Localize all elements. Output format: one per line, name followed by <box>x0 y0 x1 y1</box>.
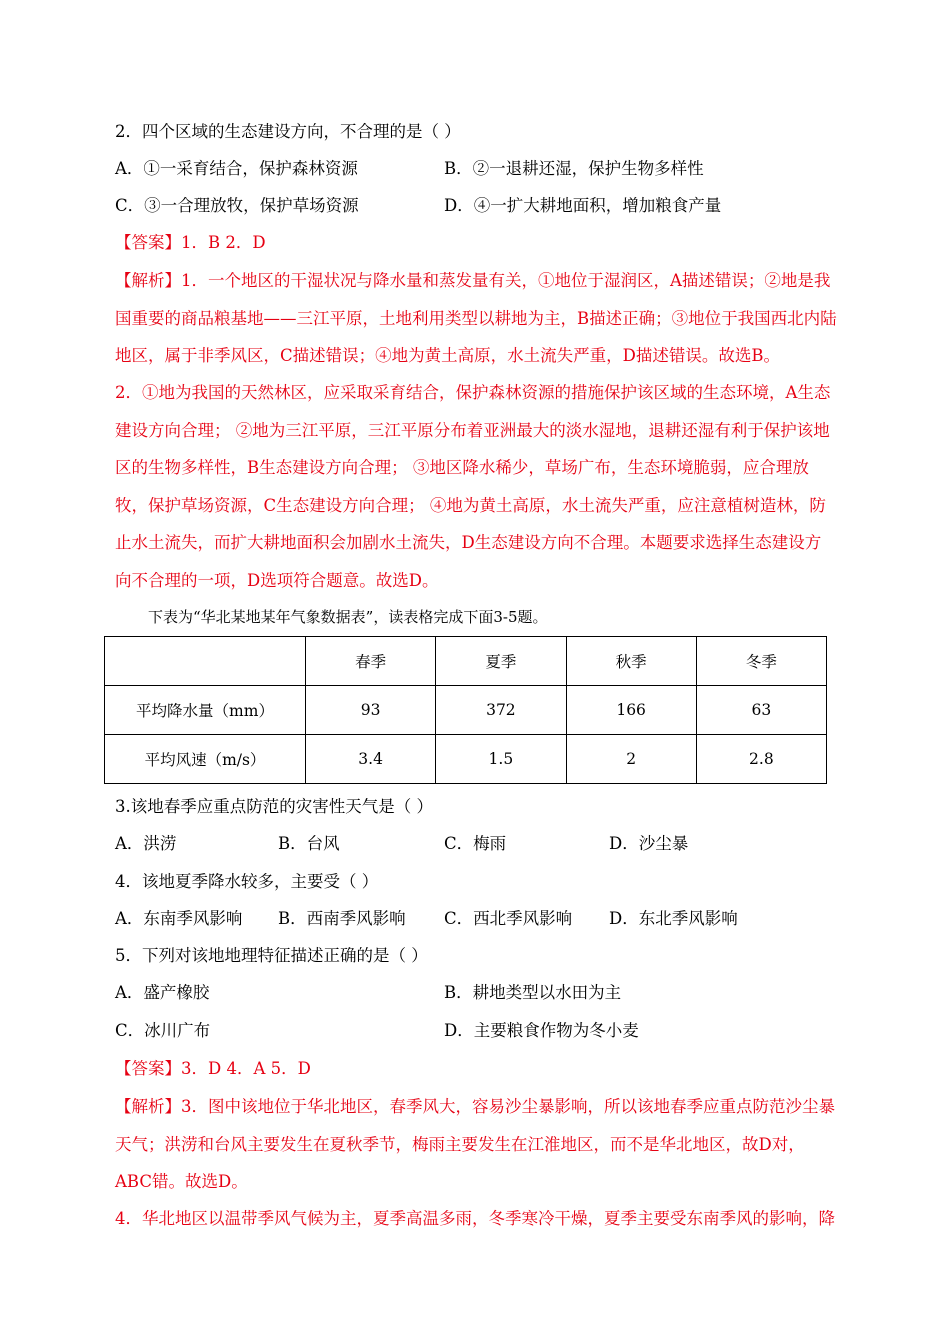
table-cell: 2 <box>566 735 696 784</box>
q3-stem: 3.该地春季应重点防范的灾害性天气是（ ） <box>115 797 433 816</box>
q2-option-a: A．①一采育结合，保护森林资源 <box>115 159 358 178</box>
table-cell: 63 <box>696 686 826 735</box>
analysis-para-2: 2．①地为我国的天然林区，应采取采育结合，保护森林资源的措施保护该区域的生态环境，A生态建设方向合理； ②地为三江平原，三江平原分布着亚洲最大的淡水湿地，退耕还湿有利于保护该地区的生物多样性，B生态建设方向合理； ③地区降水稀少，草场广布，生态环境脆弱，应合理放牧，保护草场资源，C生态建设方向合理； ④地为黄土高原，水土流失严重，应注意植树造林，防止水土流失，而扩大耕地面积会加剧水土流失，D生态建设方向不合理。本题要求选择生态建设方向不合理的一项，D选项符合题意。故选D。 <box>115 383 831 590</box>
analysis-tag: 【解析】 <box>115 271 181 290</box>
q4-option-d: D．东北季风影响 <box>609 909 738 928</box>
analysis-para-3 <box>115 1088 837 1201</box>
q2-option-c: C．③一合理放牧，保护草场资源 <box>115 196 359 215</box>
q3-option-d: D．沙尘暴 <box>609 834 689 853</box>
weather-data-table <box>104 636 827 784</box>
q4-option-b: B．西南季风影响 <box>278 909 406 928</box>
table-cell: 平均风速（m/s） <box>105 735 306 784</box>
q4-option-a: A．东南季风影响 <box>115 909 243 928</box>
answer-tag: 【答案】 <box>115 233 181 252</box>
answer-tag: 【答案】 <box>115 1059 181 1078</box>
table-cell: 1.5 <box>436 735 566 784</box>
q5-option-c: C．冰川广布 <box>115 1021 211 1040</box>
table-cell: 2.8 <box>696 735 826 784</box>
analysis-tag: 【解析】 <box>115 1097 181 1116</box>
table-header-cell: 春季 <box>306 637 436 686</box>
table-cell: 平均降水量（mm） <box>105 686 306 735</box>
table-intro: 下表为“华北某地某年气象数据表”，读表格完成下面3-5题。 <box>148 608 548 626</box>
q5-option-a: A．盛产橡胶 <box>115 983 210 1002</box>
table-header-cell <box>105 637 306 686</box>
table-cell: 93 <box>306 686 436 735</box>
analysis-text-3: 3．图中该地位于华北地区，春季风大，容易沙尘暴影响，所以该地春季应重点防范沙尘暴天气；洪涝和台风主要发生在夏秋季节，梅雨主要发生在江淮地区，而不是华北地区，故D对，ABC错。故选D。 <box>115 1097 835 1191</box>
table-header-cell: 冬季 <box>696 637 826 686</box>
q3-option-a: A．洪涝 <box>115 834 177 853</box>
q5-stem: 5．下列对该地地理特征描述正确的是（ ） <box>115 946 428 965</box>
answer-block-2 <box>115 1058 311 1080</box>
table-header-cell: 夏季 <box>436 637 566 686</box>
table-cell: 166 <box>566 686 696 735</box>
table-cell: 3.4 <box>306 735 436 784</box>
q2-option-b: B．②一退耕还湿，保护生物多样性 <box>444 159 704 178</box>
q5-option-b: B．耕地类型以水田为主 <box>444 983 622 1002</box>
q4-option-c: C．西北季风影响 <box>444 909 573 928</box>
analysis-para-1 <box>115 262 837 375</box>
answer-block-1 <box>115 232 266 254</box>
table-cell: 372 <box>436 686 566 735</box>
answer-text: 1．B 2．D <box>181 233 266 252</box>
answer-text: 3．D 4．A 5．D <box>181 1059 311 1078</box>
analysis-text-1: 1．一个地区的干湿状况与降水量和蒸发量有关，①地位于湿润区，A描述错误；②地是我国重要的商品粮基地——三江平原，土地利用类型以耕地为主，B描述正确；③地位于我国西北内陆地区，属于非季风区，C描述错误；④地为黄土高原，水土流失严重，D描述错误。故选B。 <box>115 271 837 365</box>
table-row <box>105 735 827 784</box>
table-row <box>105 686 827 735</box>
q4-stem: 4．该地夏季降水较多，主要受（ ） <box>115 872 379 891</box>
analysis-para-4: 4．华北地区以温带季风气候为主，夏季高温多雨，冬季寒冷干燥，夏季主要受东南季风的影响，降 <box>115 1209 835 1228</box>
table-header-row <box>105 637 827 686</box>
table-header-cell: 秋季 <box>566 637 696 686</box>
q5-option-d: D．主要粮食作物为冬小麦 <box>444 1021 639 1040</box>
q2-stem: 2．四个区域的生态建设方向，不合理的是（ ） <box>115 122 461 141</box>
q3-option-b: B．台风 <box>278 834 340 853</box>
q2-option-d: D．④一扩大耕地面积，增加粮食产量 <box>444 196 722 215</box>
q3-option-c: C．梅雨 <box>444 834 507 853</box>
